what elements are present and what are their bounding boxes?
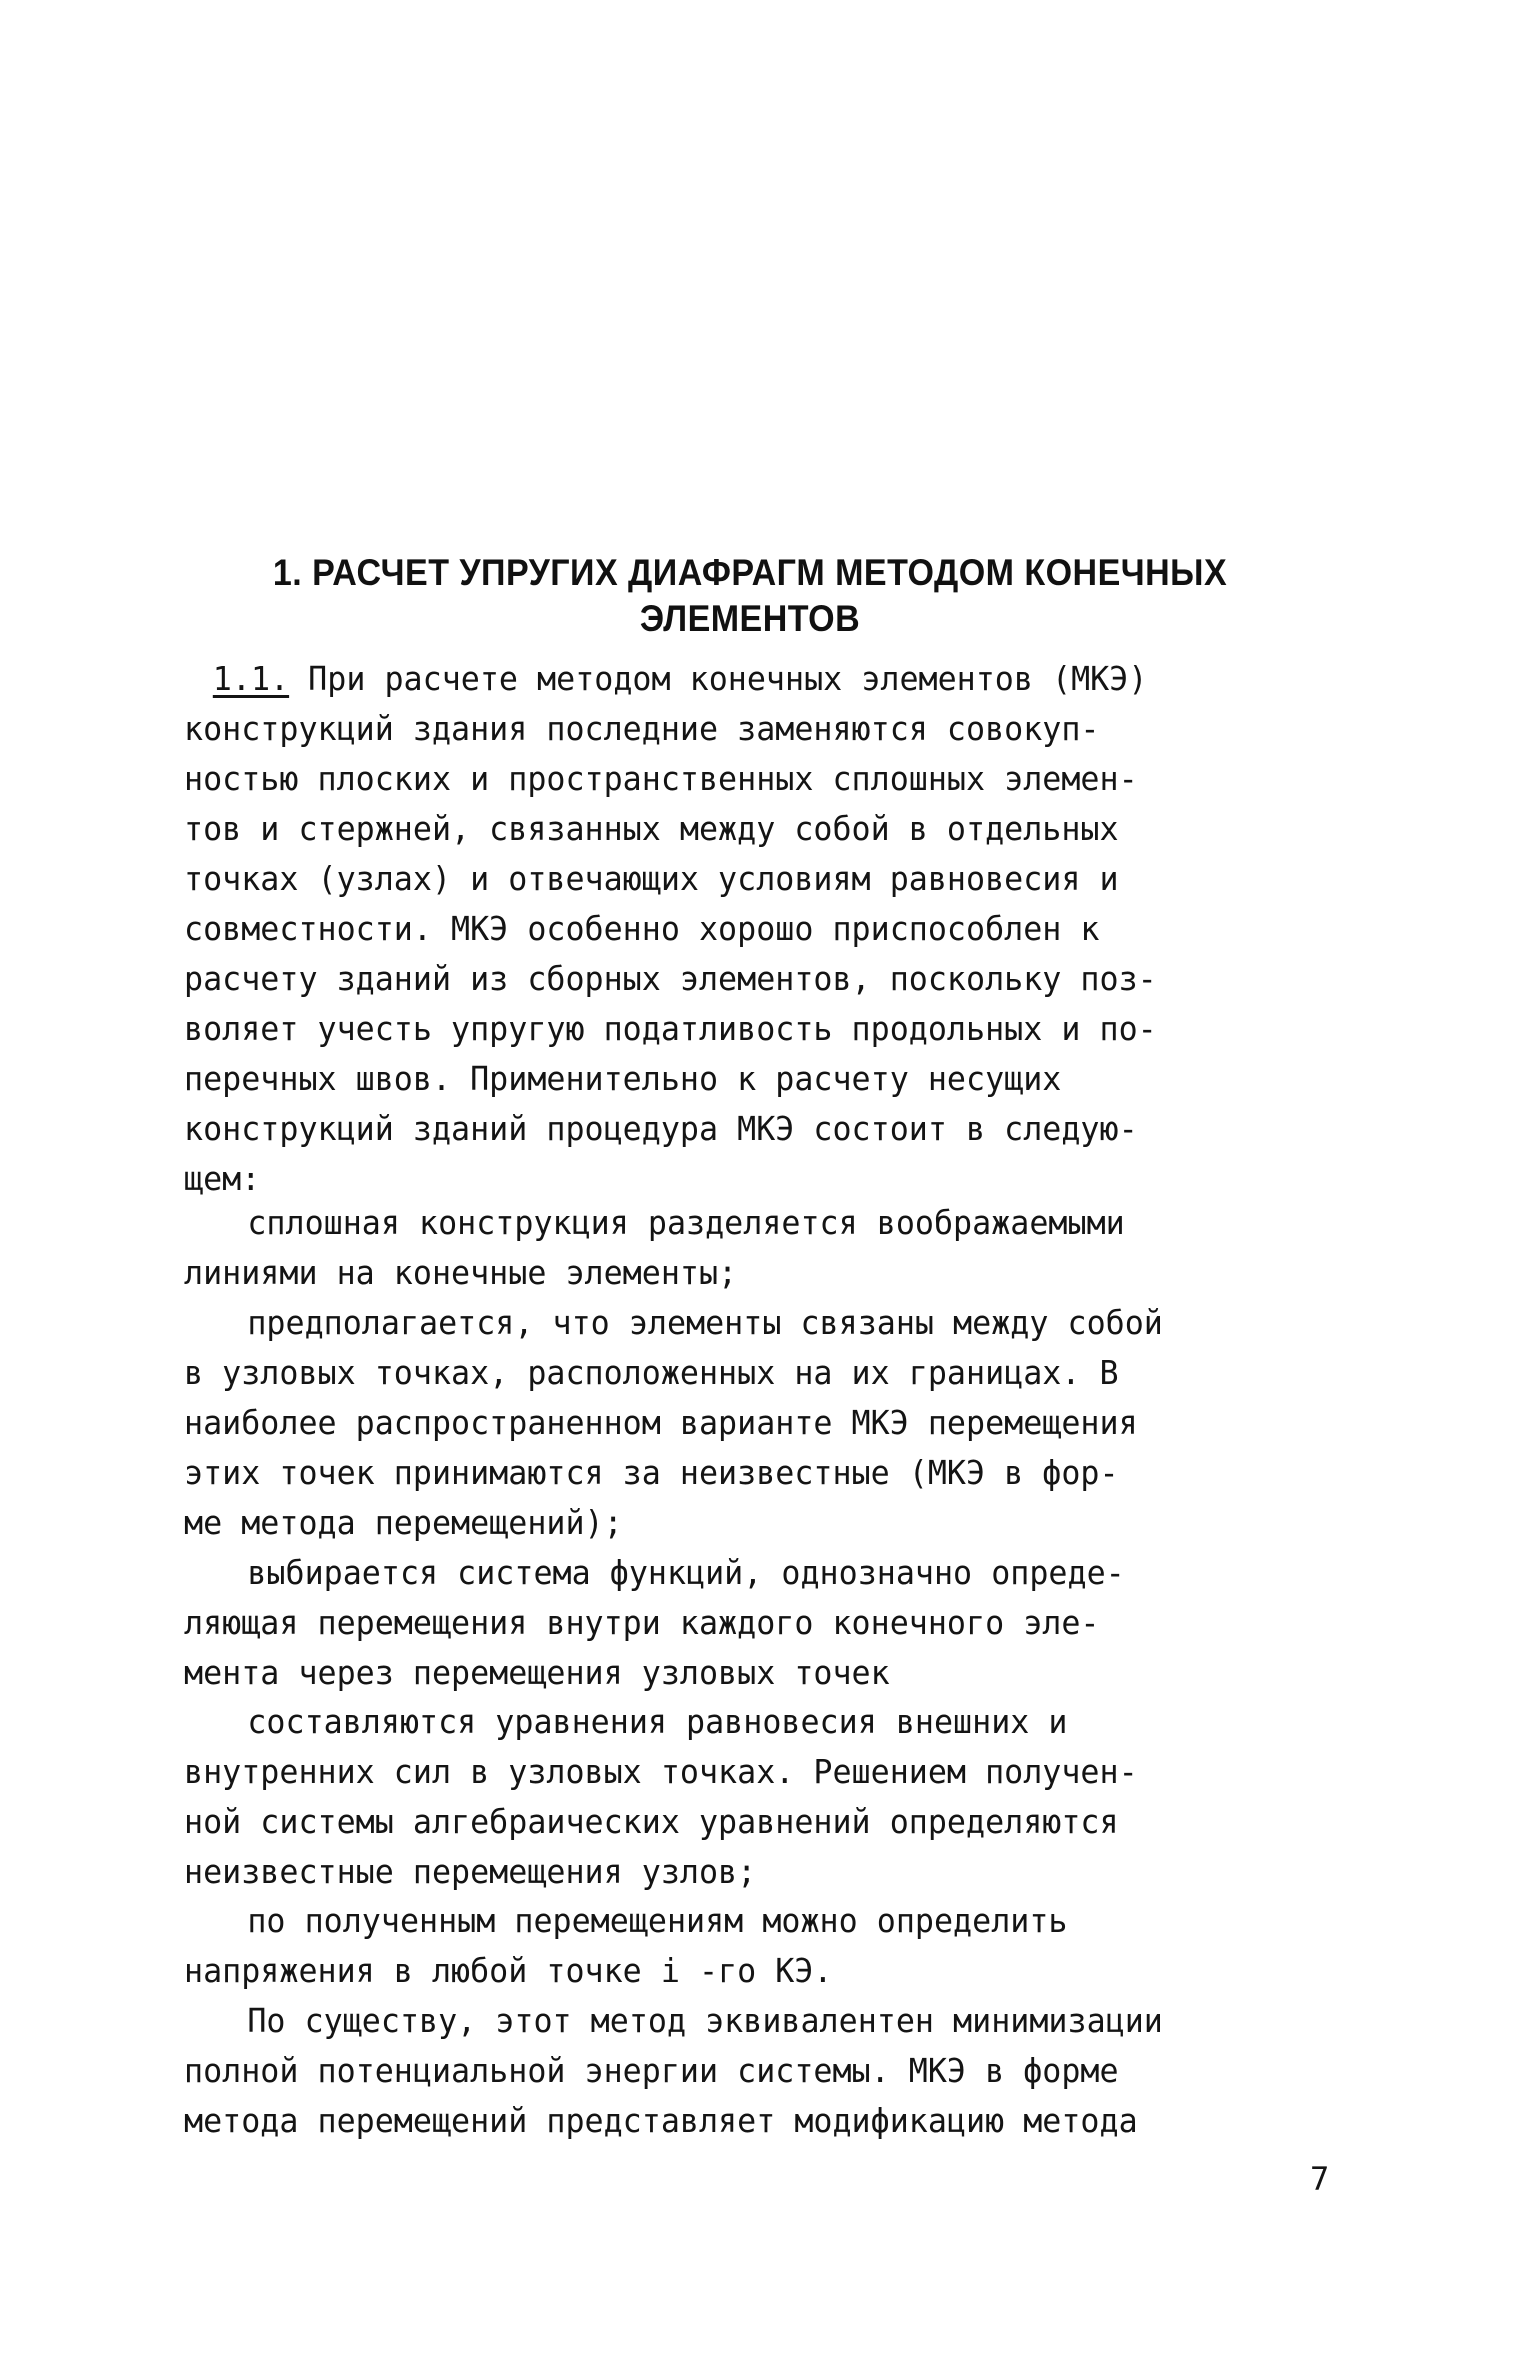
text-line: внутренних сил в узловых точках. Решением получен- <box>184 1752 1138 1791</box>
text-line: выбирается система функций, однозначно опреде- <box>247 1553 1125 1592</box>
text-line: мента через перемещения узловых точек <box>184 1653 890 1692</box>
text-line: тов и стержней, связанных между собой в отдельных <box>184 809 1119 848</box>
text-line: метода перемещений представляет модификацию метода <box>184 2101 1138 2140</box>
text-line: напряжения в любой точке i -го КЭ. <box>184 1951 833 1990</box>
text-line: линиями на конечные элементы; <box>184 1253 738 1292</box>
text-line: ностью плоских и пространственных сплошных элемен- <box>184 759 1138 798</box>
text-line: совместности. МКЭ особенно хорошо приспособлен к <box>184 909 1100 948</box>
list-item-equations <box>184 1697 1364 1897</box>
text-line: этих точек принимаются за неизвестные (МКЭ в фор- <box>184 1453 1119 1492</box>
text-line: конструкций здания последние заменяются совокуп- <box>184 709 1100 748</box>
text-line: в узловых точках, расположенных на их границах. В <box>184 1353 1119 1392</box>
list-item-functions <box>184 1548 1364 1698</box>
text-line: наиболее распространенном варианте МКЭ перемещения <box>184 1403 1138 1442</box>
chapter-title-line-1: 1. РАСЧЕТ УПРУГИХ ДИАФРАГМ МЕТОДОМ КОНЕЧНЫХ <box>272 552 1228 593</box>
page-number: 7 <box>1310 2160 1330 2198</box>
text-line: по полученным перемещениям можно определить <box>247 1901 1068 1940</box>
text-line: ме метода перемещений); <box>184 1503 623 1542</box>
paragraph-essence <box>184 1996 1364 2146</box>
chapter-title-line-2: ЭЛЕМЕНТОВ <box>639 598 861 639</box>
section-number: 1.1. <box>212 659 290 698</box>
text-line: составляются уравнения равновесия внешних и <box>247 1702 1068 1741</box>
text-line: предполагается, что элементы связаны между собой <box>247 1303 1163 1342</box>
text-line: полной потенциальной энергии системы. МКЭ в форме <box>184 2051 1119 2090</box>
paragraph-1-1 <box>184 654 1364 1204</box>
text-line: воляет учесть упругую податливость продольных и по- <box>184 1009 1157 1048</box>
list-item-split <box>184 1198 1364 1298</box>
list-item-stresses <box>184 1896 1364 1996</box>
list-item-nodes <box>184 1298 1364 1548</box>
text-line: перечных швов. Применительно к расчету несущих <box>184 1059 1062 1098</box>
text-line: щем: <box>184 1159 261 1198</box>
text-line: расчету зданий из сборных элементов, поскольку поз- <box>184 959 1157 998</box>
text-line: конструкций зданий процедура МКЭ состоит в следую- <box>184 1109 1138 1148</box>
text-line: неизвестные перемещения узлов; <box>184 1852 757 1891</box>
text-line: 1.1. При расчете методом конечных элементов (МКЭ) <box>184 654 1317 704</box>
text-line: сплошная конструкция разделяется воображаемыми <box>247 1203 1125 1242</box>
text-line: ной системы алгебраических уравнений определяются <box>184 1802 1119 1841</box>
text-line: По существу, этот метод эквивалентен минимизации <box>247 2001 1163 2040</box>
text-line: ляющая перемещения внутри каждого конечного эле- <box>184 1603 1100 1642</box>
text-line: точках (узлах) и отвечающих условиям равновесия и <box>184 859 1119 898</box>
